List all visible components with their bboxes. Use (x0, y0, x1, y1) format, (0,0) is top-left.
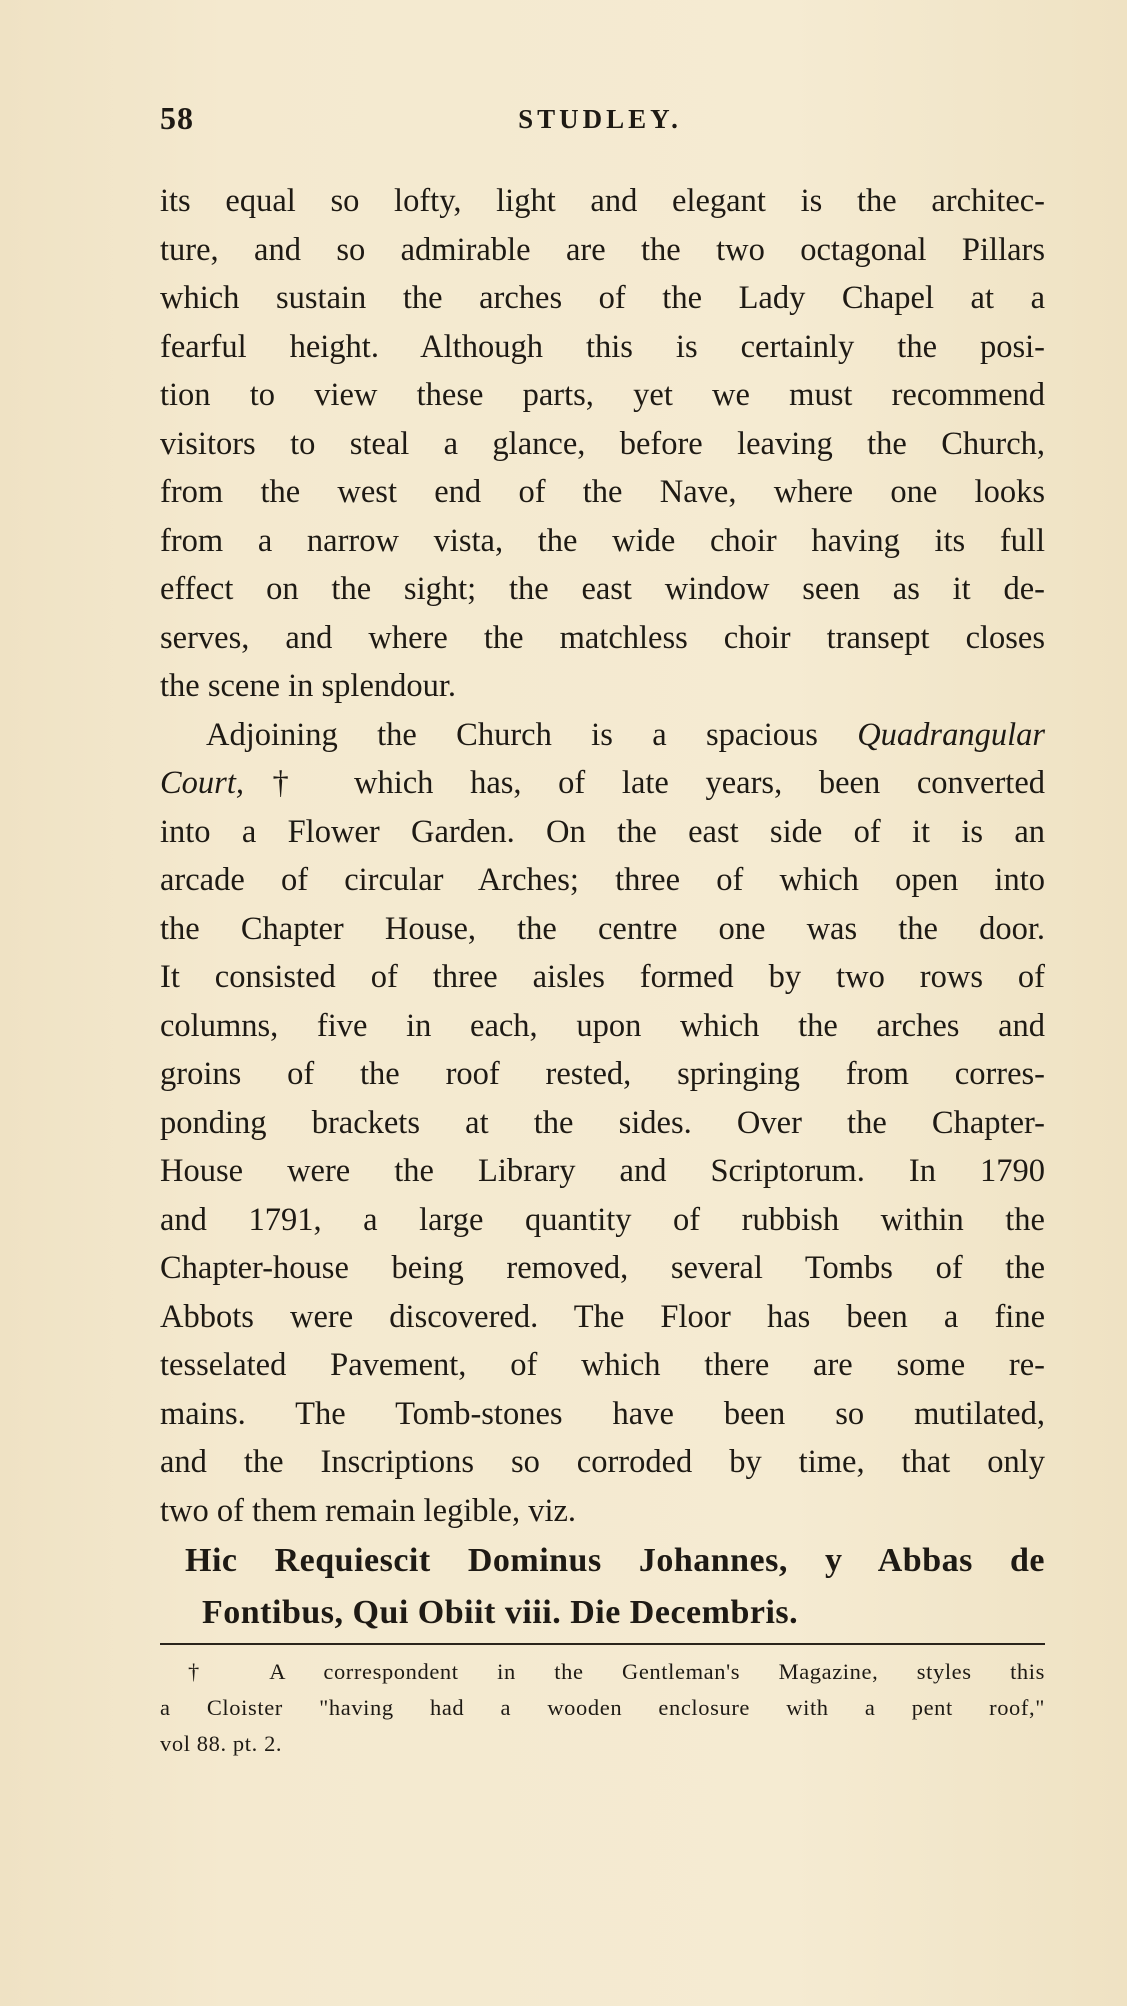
text-line: and 1791, a large quantity of rubbish within the (160, 1201, 1045, 1238)
page-header (160, 100, 1040, 140)
text-span: Adjoining the Church is a spacious (206, 716, 858, 753)
footnote-line: † A correspondent in the Gentleman's Magazine, styles this (188, 1659, 1045, 1684)
footnote-rule (160, 1643, 1045, 1645)
text-line: House were the Library and Scriptorum. In 1790 (160, 1153, 1045, 1189)
text-line: visitors to steal a glance, before leaving the Church, (160, 425, 1045, 462)
footnote-line: a Cloister "having had a wooden enclosure with a pent roof," (160, 1695, 1045, 1720)
text-line: columns, five in each, upon which the arches and (160, 1007, 1045, 1044)
text-line: ture, and so admirable are the two octagonal Pillars (160, 231, 1045, 268)
footnote (160, 1654, 1045, 1762)
text-line: groins of the roof rested, springing from corres- (160, 1056, 1045, 1092)
text-line: Chapter-house being removed, several Tombs of the (160, 1250, 1045, 1286)
body-text (160, 177, 1045, 1639)
text-line: serves, and where the matchless choir transept closes (160, 619, 1045, 656)
text-line: the scene in splendour. (160, 668, 457, 704)
text-line: It consisted of three aisles formed by two rows of (160, 959, 1045, 995)
text-line: mains. The Tomb-stones have been so mutilated, (160, 1395, 1045, 1432)
text-line: arcade of circular Arches; three of which open into (160, 862, 1045, 898)
footnote-line: vol 88. pt. 2. (160, 1731, 283, 1756)
text-line: tion to view these parts, yet we must recommend (160, 377, 1045, 413)
text-line: from the west end of the Nave, where one looks (160, 474, 1045, 510)
paragraph-start-line (160, 711, 1045, 760)
italic-term: Quadrangular (857, 716, 1045, 753)
text-line: ponding brackets at the sides. Over the Chapter- (160, 1104, 1045, 1141)
italic-term: Court, (160, 765, 244, 801)
inscription-line: Fontibus, Qui Obiit viii. Die Decembris. (202, 1594, 799, 1631)
text-line: into a Flower Garden. On the east side of it is an (160, 813, 1045, 850)
text-line: two of them remain legible, viz. (160, 1492, 577, 1529)
text-line: Abbots were discovered. The Floor has been a fine (160, 1298, 1045, 1335)
text-line: which sustain the arches of the Lady Chapel at a (160, 280, 1045, 316)
page-number: 58 (160, 100, 194, 136)
text-line (160, 759, 1045, 808)
text-line: the Chapter House, the centre one was the door. (160, 910, 1045, 947)
text-span: † which has, of late years, been converted (243, 765, 1045, 801)
text-line: from a narrow vista, the wide choir having its full (160, 522, 1045, 559)
running-head: STUDLEY. (518, 104, 682, 134)
text-line: tesselated Pavement, of which there are some re- (160, 1347, 1045, 1383)
text-line: its equal so lofty, light and elegant is the architec- (160, 183, 1045, 219)
text-line: fearful height. Although this is certainly the posi- (160, 328, 1045, 365)
text-line: and the Inscriptions so corroded by time, that only (160, 1444, 1045, 1480)
text-line: effect on the sight; the east window seen as it de- (160, 571, 1045, 607)
inscription-line: Hic Requiescit Dominus Johannes, y Abbas de (185, 1542, 1045, 1579)
